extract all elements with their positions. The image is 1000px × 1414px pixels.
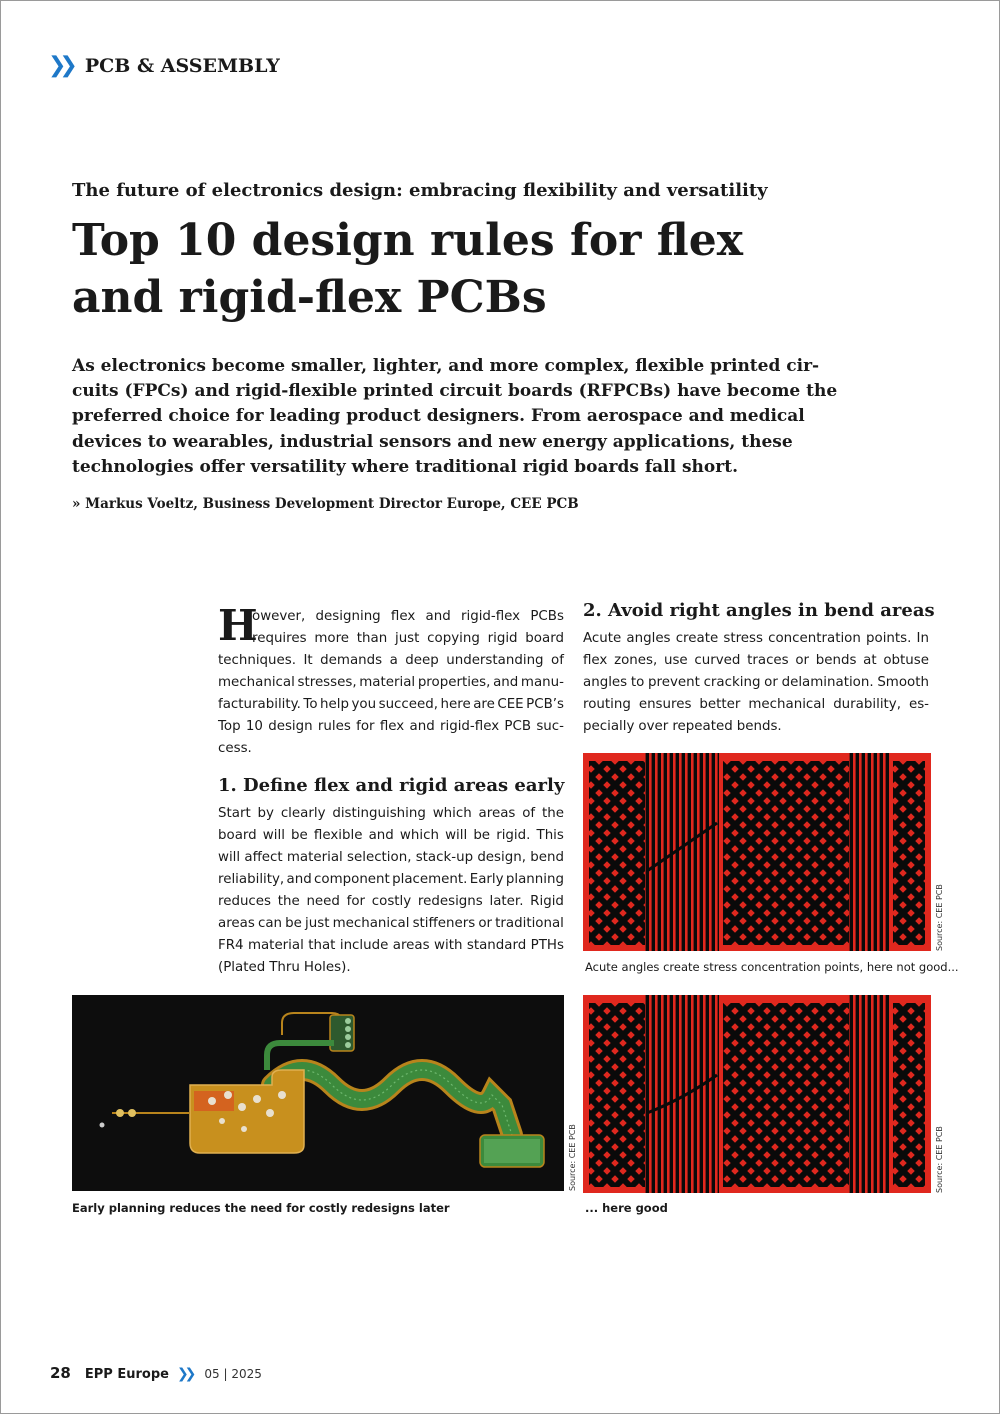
source-credit: Source: CEE PCB — [568, 1124, 577, 1191]
body-line: facturability. To help you succeed, here are CEE PCB’s — [218, 697, 564, 712]
body-line: areas can be just mechanical stiffeners or traditional — [218, 916, 564, 931]
lead-line: devices to wearables, industrial sensors and new energy applications, these — [72, 431, 793, 452]
page-number: 28 — [50, 1364, 71, 1382]
body-line: (Plated Thru Holes). — [218, 960, 351, 975]
lead-line: As electronics become smaller, lighter, and more complex, flexible printed cir- — [72, 356, 820, 376]
body-line: flex zones, use curved traces or bends at obtuse — [583, 653, 929, 668]
body-line: Acute angles create stress concentration points. In — [583, 631, 929, 646]
lead-line: preferred choice for leading product designers. From aerospace and medical — [72, 406, 805, 427]
body-line: will affect material selection, stack-up design, bend — [218, 850, 564, 865]
dropcap-block — [218, 601, 564, 650]
body-line: Top 10 design rules for flex and rigid-flex PCB suc- — [218, 719, 564, 734]
page-footer — [50, 1364, 262, 1382]
body-line: owever, designing flex and rigid-flex PCBs — [252, 609, 564, 624]
body-line: routing ensures better mechanical durability, es- — [583, 697, 929, 712]
issue-label: 05 | 2025 — [204, 1367, 262, 1381]
body-line: pecially over repeated bends. — [583, 719, 782, 734]
body-line: mechanical stresses, material properties, and manu- — [218, 675, 564, 690]
source-credit: Source: CEE PCB — [935, 1126, 944, 1193]
article-kicker: The future of electronics design: embracing flexibility and versatility — [72, 180, 768, 201]
figure-caption: ... here good — [585, 1201, 668, 1215]
body-line: Start by clearly distinguishing which areas of the — [218, 806, 564, 821]
magazine-name: EPP Europe — [84, 1367, 169, 1382]
pcb-flex-board-image — [72, 995, 564, 1191]
rule-1-heading: 1. Define flex and rigid areas early — [218, 775, 565, 796]
figure-curved-routing — [583, 995, 931, 1193]
section-header — [48, 55, 280, 77]
lead-line: cuits (FPCs) and rigid-flexible printed circuit boards (RFPCBs) have become the — [72, 381, 838, 402]
rule-1-body — [218, 803, 564, 979]
figure-acute-angles — [583, 753, 931, 951]
section-label: PCB & ASSEMBLY — [84, 55, 280, 77]
article-lead — [72, 354, 838, 480]
body-line: FR4 material that include areas with standard PTHs — [218, 938, 564, 953]
headline-line: and rigid-flex PCBs — [72, 272, 547, 323]
body-line: reduces the need for costly redesigns later. Rigid — [218, 894, 564, 909]
double-chevron-right-icon: ❯❯ — [48, 53, 71, 78]
headline-line: Top 10 design rules for flex — [72, 215, 743, 266]
intro-paragraph — [218, 601, 564, 760]
pcb-acute-angle-image — [583, 753, 931, 951]
source-credit: Source: CEE PCB — [935, 884, 944, 951]
body-line: angles to prevent cracking or delamination. Smooth — [583, 675, 929, 690]
double-chevron-right-icon: ❯❯ — [176, 1366, 193, 1382]
dropcap-letter: H — [218, 601, 258, 650]
figure-caption: Acute angles create stress concentration points, here not good... — [585, 960, 959, 974]
rule-2-body — [583, 628, 929, 738]
pcb-curved-routing-image — [583, 995, 931, 1193]
body-line: requires more than just copying rigid board — [252, 631, 564, 646]
figure-caption: Early planning reduces the need for costly redesigns later — [72, 1201, 450, 1215]
body-line: cess. — [218, 741, 252, 756]
article-byline: » Markus Voeltz, Business Development Director Europe, CEE PCB — [72, 496, 579, 512]
body-line: techniques. It demands a deep understanding of — [218, 653, 564, 668]
article-headline — [72, 212, 832, 326]
lead-line: technologies offer versatility where traditional rigid boards fall short. — [72, 456, 738, 477]
figure-flex-board — [72, 995, 564, 1191]
body-line: board will be flexible and which will be rigid. This — [218, 828, 564, 843]
rule-2-heading: 2. Avoid right angles in bend areas — [583, 600, 935, 621]
body-line: reliability, and component placement. Early planning — [218, 872, 564, 887]
